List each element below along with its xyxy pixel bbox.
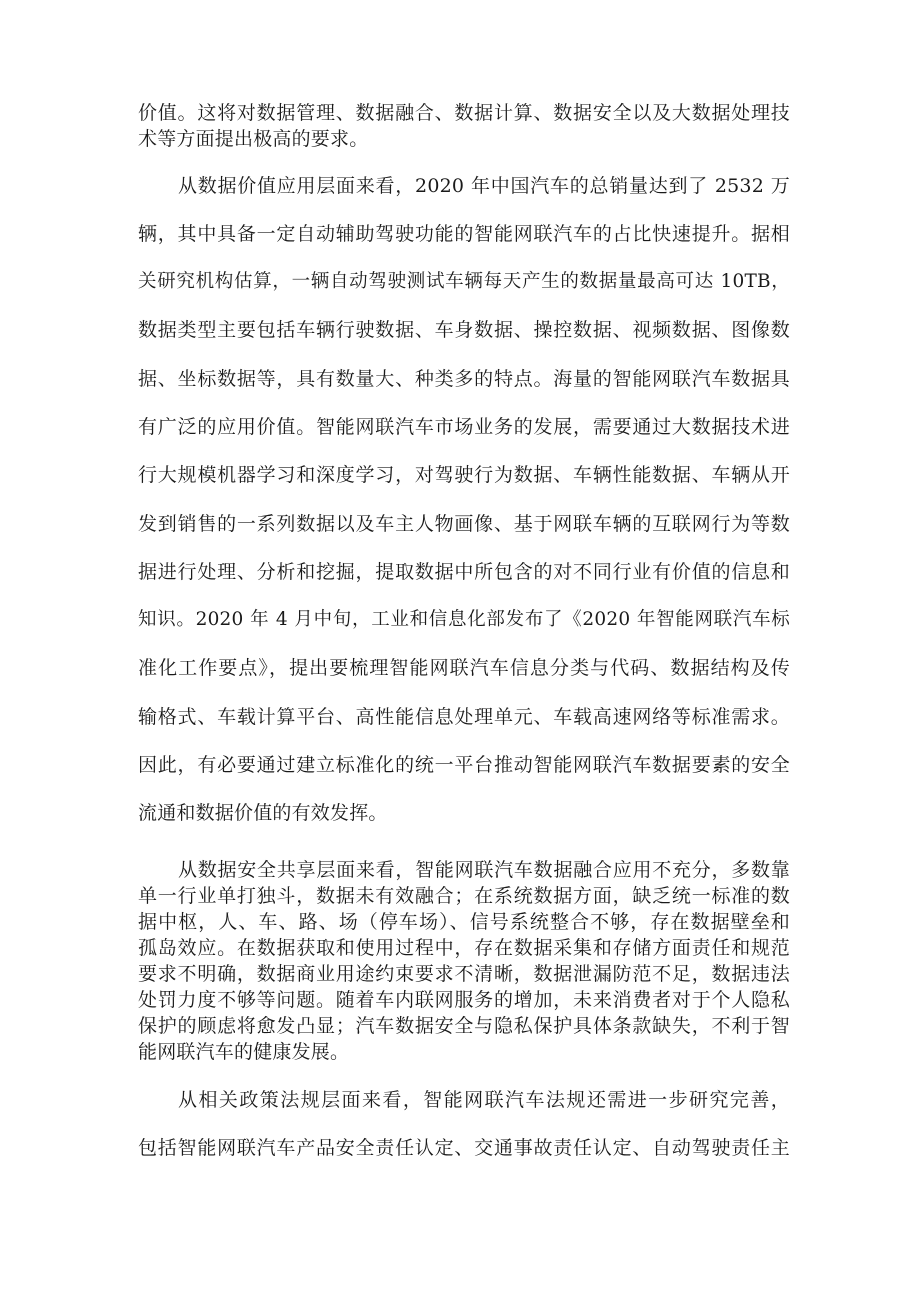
text-line: 价值。这将对数据管理、数据融合、数据计算、数据安全以及大数据处理技 xyxy=(138,102,790,124)
text-line: 有广泛的应用价值。智能网联汽车市场业务的发展，需要通过大数据技术进 xyxy=(138,416,790,438)
text-line: 关研究机构估算，一辆自动驾驶测试车辆每天产生的数据量最高可达 10TB， xyxy=(138,271,790,292)
text-line: 术等方面提出极高的要求。 xyxy=(138,128,369,150)
text-line: 据中枢，人、车、路、场（停车场）、信号系统整合不够，存在数据壁垒和 xyxy=(138,911,790,933)
text-line: 行大规模机器学习和深度学习，对驾驶行为数据、车辆性能数据、车辆从开 xyxy=(138,464,790,486)
text-line: 据、坐标数据等，具有数量大、种类多的特点。海量的智能网联汽车数据具 xyxy=(138,368,790,390)
text-line: 单一行业单打独斗，数据未有效融合；在系统数据方面，缺乏统一标准的数 xyxy=(138,885,790,907)
text-line: 数据类型主要包括车辆行驶数据、车身数据、操控数据、视频数据、图像数 xyxy=(138,319,790,341)
text-line: 能网联汽车的健康发展。 xyxy=(138,1041,350,1063)
text-line: 从数据安全共享层面来看，智能网联汽车数据融合应用不充分，多数靠 xyxy=(178,859,790,881)
text-line: 从相关政策法规层面来看，智能网联汽车法规还需进一步研究完善， xyxy=(178,1089,790,1111)
text-line: 输格式、车载计算平台、高性能信息处理单元、车载高速网络等标准需求。 xyxy=(138,706,790,728)
text-line: 发到销售的一系列数据以及车主人物画像、基于网联车辆的互联网行为等数 xyxy=(138,513,790,535)
text-line: 从数据价值应用层面来看，2020 年中国汽车的总销量达到了 2532 万 xyxy=(178,175,790,197)
text-line: 要求不明确，数据商业用途约束要求不清晰，数据泄漏防范不足，数据违法 xyxy=(138,963,790,985)
text-line: 处罚力度不够等问题。随着车内联网服务的增加，未来消费者对于个人隐私 xyxy=(138,989,790,1011)
text-line: 知识。2020 年 4 月中旬，工业和信息化部发布了《2020 年智能网联汽车标 xyxy=(138,609,790,630)
text-line: 因此，有必要通过建立标准化的统一平台推动智能网联汽车数据要素的安全 xyxy=(138,754,790,776)
text-line: 流通和数据价值的有效发挥。 xyxy=(138,802,388,824)
text-line: 保护的顾虑将愈发凸显；汽车数据安全与隐私保护具体条款缺失，不利于智 xyxy=(138,1015,790,1037)
text-line: 准化工作要点》，提出要梳理智能网联汽车信息分类与代码、数据结构及传 xyxy=(138,657,790,679)
text-line: 辆，其中具备一定自动辅助驾驶功能的智能网联汽车的占比快速提升。据相 xyxy=(138,223,790,245)
text-line: 孤岛效应。在数据获取和使用过程中，存在数据采集和存储方面责任和规范 xyxy=(138,937,790,959)
text-line: 包括智能网联汽车产品安全责任认定、交通事故责任认定、自动驾驶责任主 xyxy=(138,1137,790,1159)
text-line: 据进行处理、分析和挖掘，提取数据中所包含的对不同行业有价值的信息和 xyxy=(138,561,790,583)
